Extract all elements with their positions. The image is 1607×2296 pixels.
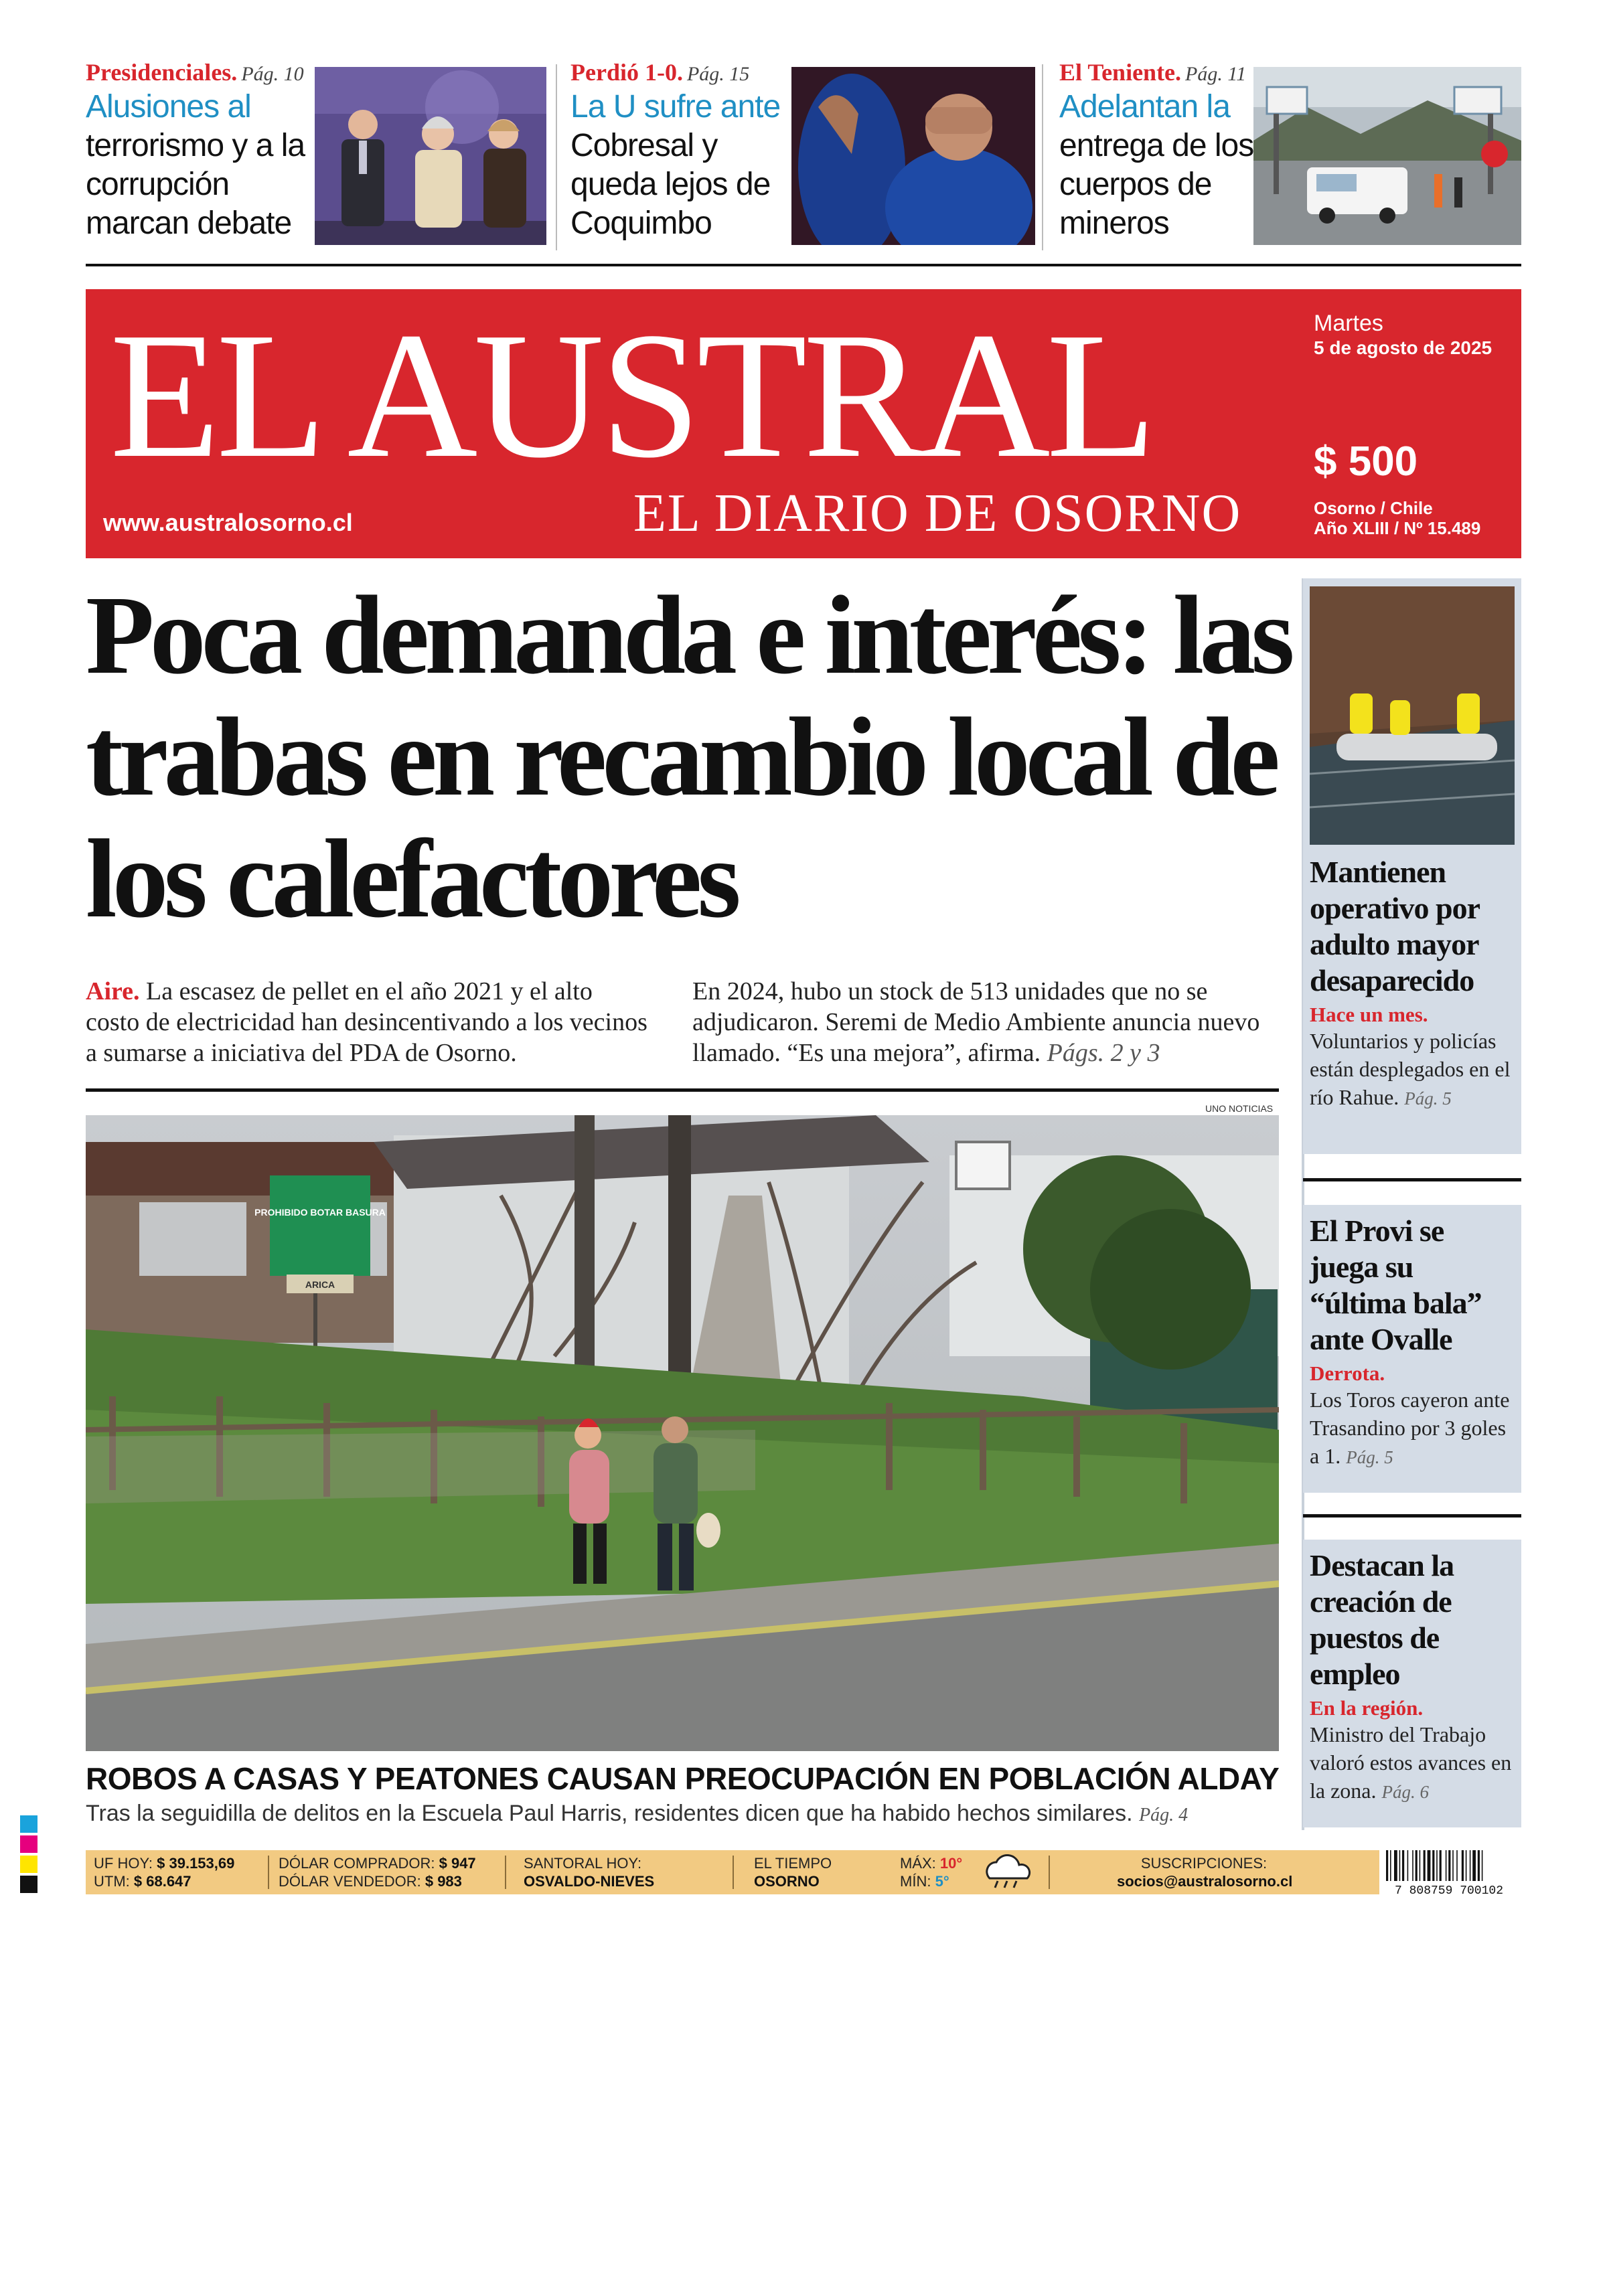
barcode-bar — [1472, 1850, 1476, 1881]
sidebar-body: Los Toros cayeron ante Trasandino por 3 goles a 1. Pág. 5 — [1310, 1388, 1510, 1468]
footer-santoral: SANTORAL HOY: OSVALDO-NIEVES — [524, 1855, 655, 1890]
photo-credit: UNO NOTICIAS — [1205, 1103, 1274, 1114]
teaser-title: entrega de los cuerpos de mineros — [1059, 128, 1254, 241]
teaser-title: terrorismo y a la corrupción marcan debate — [86, 128, 305, 241]
sidebar-body: Ministro del Trabajo valoró estos avances en la zona. Pág. 6 — [1310, 1722, 1512, 1803]
sidebar-title: Mantienen operativo por adulto mayor desaparecido — [1310, 855, 1480, 997]
issue-location: Osorno / Chile Año XLIII / Nº 15.489 — [1314, 498, 1481, 538]
issue-day: Martes — [1314, 311, 1383, 336]
teaser-photo-mine-gate[interactable] — [1253, 67, 1521, 245]
barcode — [1383, 1850, 1515, 1896]
footer-separator — [1049, 1856, 1050, 1889]
barcode-bar — [1436, 1850, 1438, 1881]
teaser-la-u[interactable] — [570, 59, 785, 253]
teaser-divider — [556, 64, 557, 250]
issue-price: $ 500 — [1314, 438, 1418, 485]
barcode-bar — [1448, 1850, 1450, 1881]
teaser-kicker: El Teniente. Pág. 11 — [1059, 59, 1247, 86]
footer-dolar: DÓLAR COMPRADOR: $ 947 DÓLAR VENDEDOR: $ 983 — [279, 1855, 476, 1890]
footer-uf-utm: UF HOY: $ 39.153,69 UTM: $ 68.647 — [94, 1855, 235, 1890]
barcode-bar — [1462, 1850, 1464, 1881]
sidebar-title: Destacan la creación de puestos de empleo — [1310, 1548, 1454, 1691]
sidebar-rule — [1303, 1178, 1521, 1181]
barcode-bar — [1466, 1850, 1467, 1881]
barcode-bar — [1415, 1850, 1418, 1881]
deck-right: En 2024, hubo un stock de 513 unidades que no se adjudicaron. Seremi de Medio Ambiente anuncia nuevo llamado. “Es una mejora”, afirma. Págs. 2 y 3 — [692, 977, 1260, 1067]
sidebar-kicker: Hace un mes. — [1310, 1003, 1428, 1026]
brand-subtitle: EL DIARIO DE OSORNO — [633, 484, 1242, 543]
sidebar-story-desaparecido[interactable] — [1303, 578, 1521, 1154]
footer-separator — [505, 1856, 506, 1889]
barcode-bar — [1390, 1850, 1391, 1881]
teaser-title-first: Alusiones al — [86, 89, 251, 125]
barcode-bar — [1478, 1850, 1480, 1881]
footer-subscriptions[interactable]: SUSCRIPCIONES: socios@australosorno.cl — [1117, 1855, 1293, 1890]
main-headline[interactable]: Poca demanda e interés: las trabas en recambio local de los calefactores — [86, 573, 1290, 941]
barcode-bar — [1428, 1850, 1431, 1881]
barcode-bar — [1386, 1850, 1388, 1881]
headline-rule — [86, 1088, 1279, 1092]
top-rule — [86, 264, 1521, 266]
barcode-bar — [1456, 1850, 1458, 1881]
barcode-bar — [1402, 1850, 1404, 1881]
barcode-bar — [1412, 1850, 1413, 1881]
barcode-bar — [1482, 1850, 1483, 1881]
barcode-bar — [1440, 1850, 1442, 1881]
photo-caption-text: Tras la seguidilla de delitos en la Escuela Paul Harris, residentes dicen que ha habido hechos similares. Pág. 4 — [86, 1801, 1189, 1826]
masthead — [86, 289, 1521, 558]
sidebar-photo-river — [1310, 586, 1515, 845]
footer-temperature: MÁX: 10° MÍN: 5° — [900, 1855, 963, 1890]
sidebar-story-provi[interactable] — [1303, 1205, 1521, 1493]
footer-tiempo: EL TIEMPO OSORNO — [754, 1855, 832, 1890]
barcode-bar — [1452, 1850, 1454, 1881]
footer-info-bar — [86, 1850, 1379, 1894]
teaser-photo-candidates[interactable] — [315, 67, 546, 245]
barcode-bar — [1420, 1850, 1421, 1881]
sidebar-story-empleo[interactable] — [1303, 1540, 1521, 1827]
sidebar-kicker: En la región. — [1310, 1696, 1424, 1720]
footer-separator — [268, 1856, 269, 1889]
barcode-bar — [1407, 1850, 1409, 1881]
street-sign-text: ARICA — [305, 1279, 335, 1290]
footer-separator — [733, 1856, 734, 1889]
teaser-divider — [1042, 64, 1043, 250]
teaser-title-first: Adelantan la — [1059, 89, 1230, 125]
barcode-bar — [1432, 1850, 1434, 1881]
teaser-title-first: La U sufre ante — [570, 89, 781, 125]
website-link[interactable]: www.australosorno.cl — [103, 509, 353, 536]
teaser-presidenciales[interactable] — [86, 59, 307, 253]
main-photo[interactable] — [86, 1115, 1279, 1751]
teaser-photo-football[interactable] — [791, 67, 1035, 245]
brand-logo[interactable]: EL AUSTRAL — [110, 295, 1153, 495]
barcode-bar — [1399, 1850, 1401, 1881]
teaser-el-teniente[interactable] — [1059, 59, 1260, 253]
barcode-bar — [1394, 1850, 1397, 1881]
photo-caption-headline[interactable]: ROBOS A CASAS Y PEATONES CAUSAN PREOCUPACIÓN EN POBLACIÓN ALDAY — [86, 1761, 1280, 1796]
barcode-bar — [1446, 1850, 1447, 1881]
rain-cloud-icon — [980, 1854, 1037, 1894]
sidebar-rule — [1303, 1514, 1521, 1518]
teaser-kicker: Perdió 1-0. Pág. 15 — [570, 59, 750, 86]
sidebar-kicker: Derrota. — [1310, 1362, 1385, 1385]
barcode-number: 7 808759 700102 — [1394, 1884, 1504, 1898]
sign-text: PROHIBIDO BOTAR BASURA — [254, 1207, 386, 1218]
teaser-kicker: Presidenciales. Pág. 10 — [86, 59, 304, 86]
sidebar-title: El Provi se juega su “última bala” ante Ovalle — [1310, 1214, 1482, 1356]
barcode-bar — [1470, 1850, 1471, 1881]
teaser-title: Cobresal y queda lejos de Coquimbo — [570, 128, 771, 241]
barcode-bar — [1424, 1850, 1426, 1881]
issue-date: 5 de agosto de 2025 — [1314, 337, 1493, 358]
sidebar-body: Voluntarios y policías están desplegados en el río Rahue. Pág. 5 — [1310, 1029, 1511, 1109]
deck-left: Aire. La escasez de pellet en el año 2021 y el alto costo de electricidad han desincentivando a los vecinos a sumarse a iniciativa del PDA de Osorno. — [86, 977, 647, 1067]
